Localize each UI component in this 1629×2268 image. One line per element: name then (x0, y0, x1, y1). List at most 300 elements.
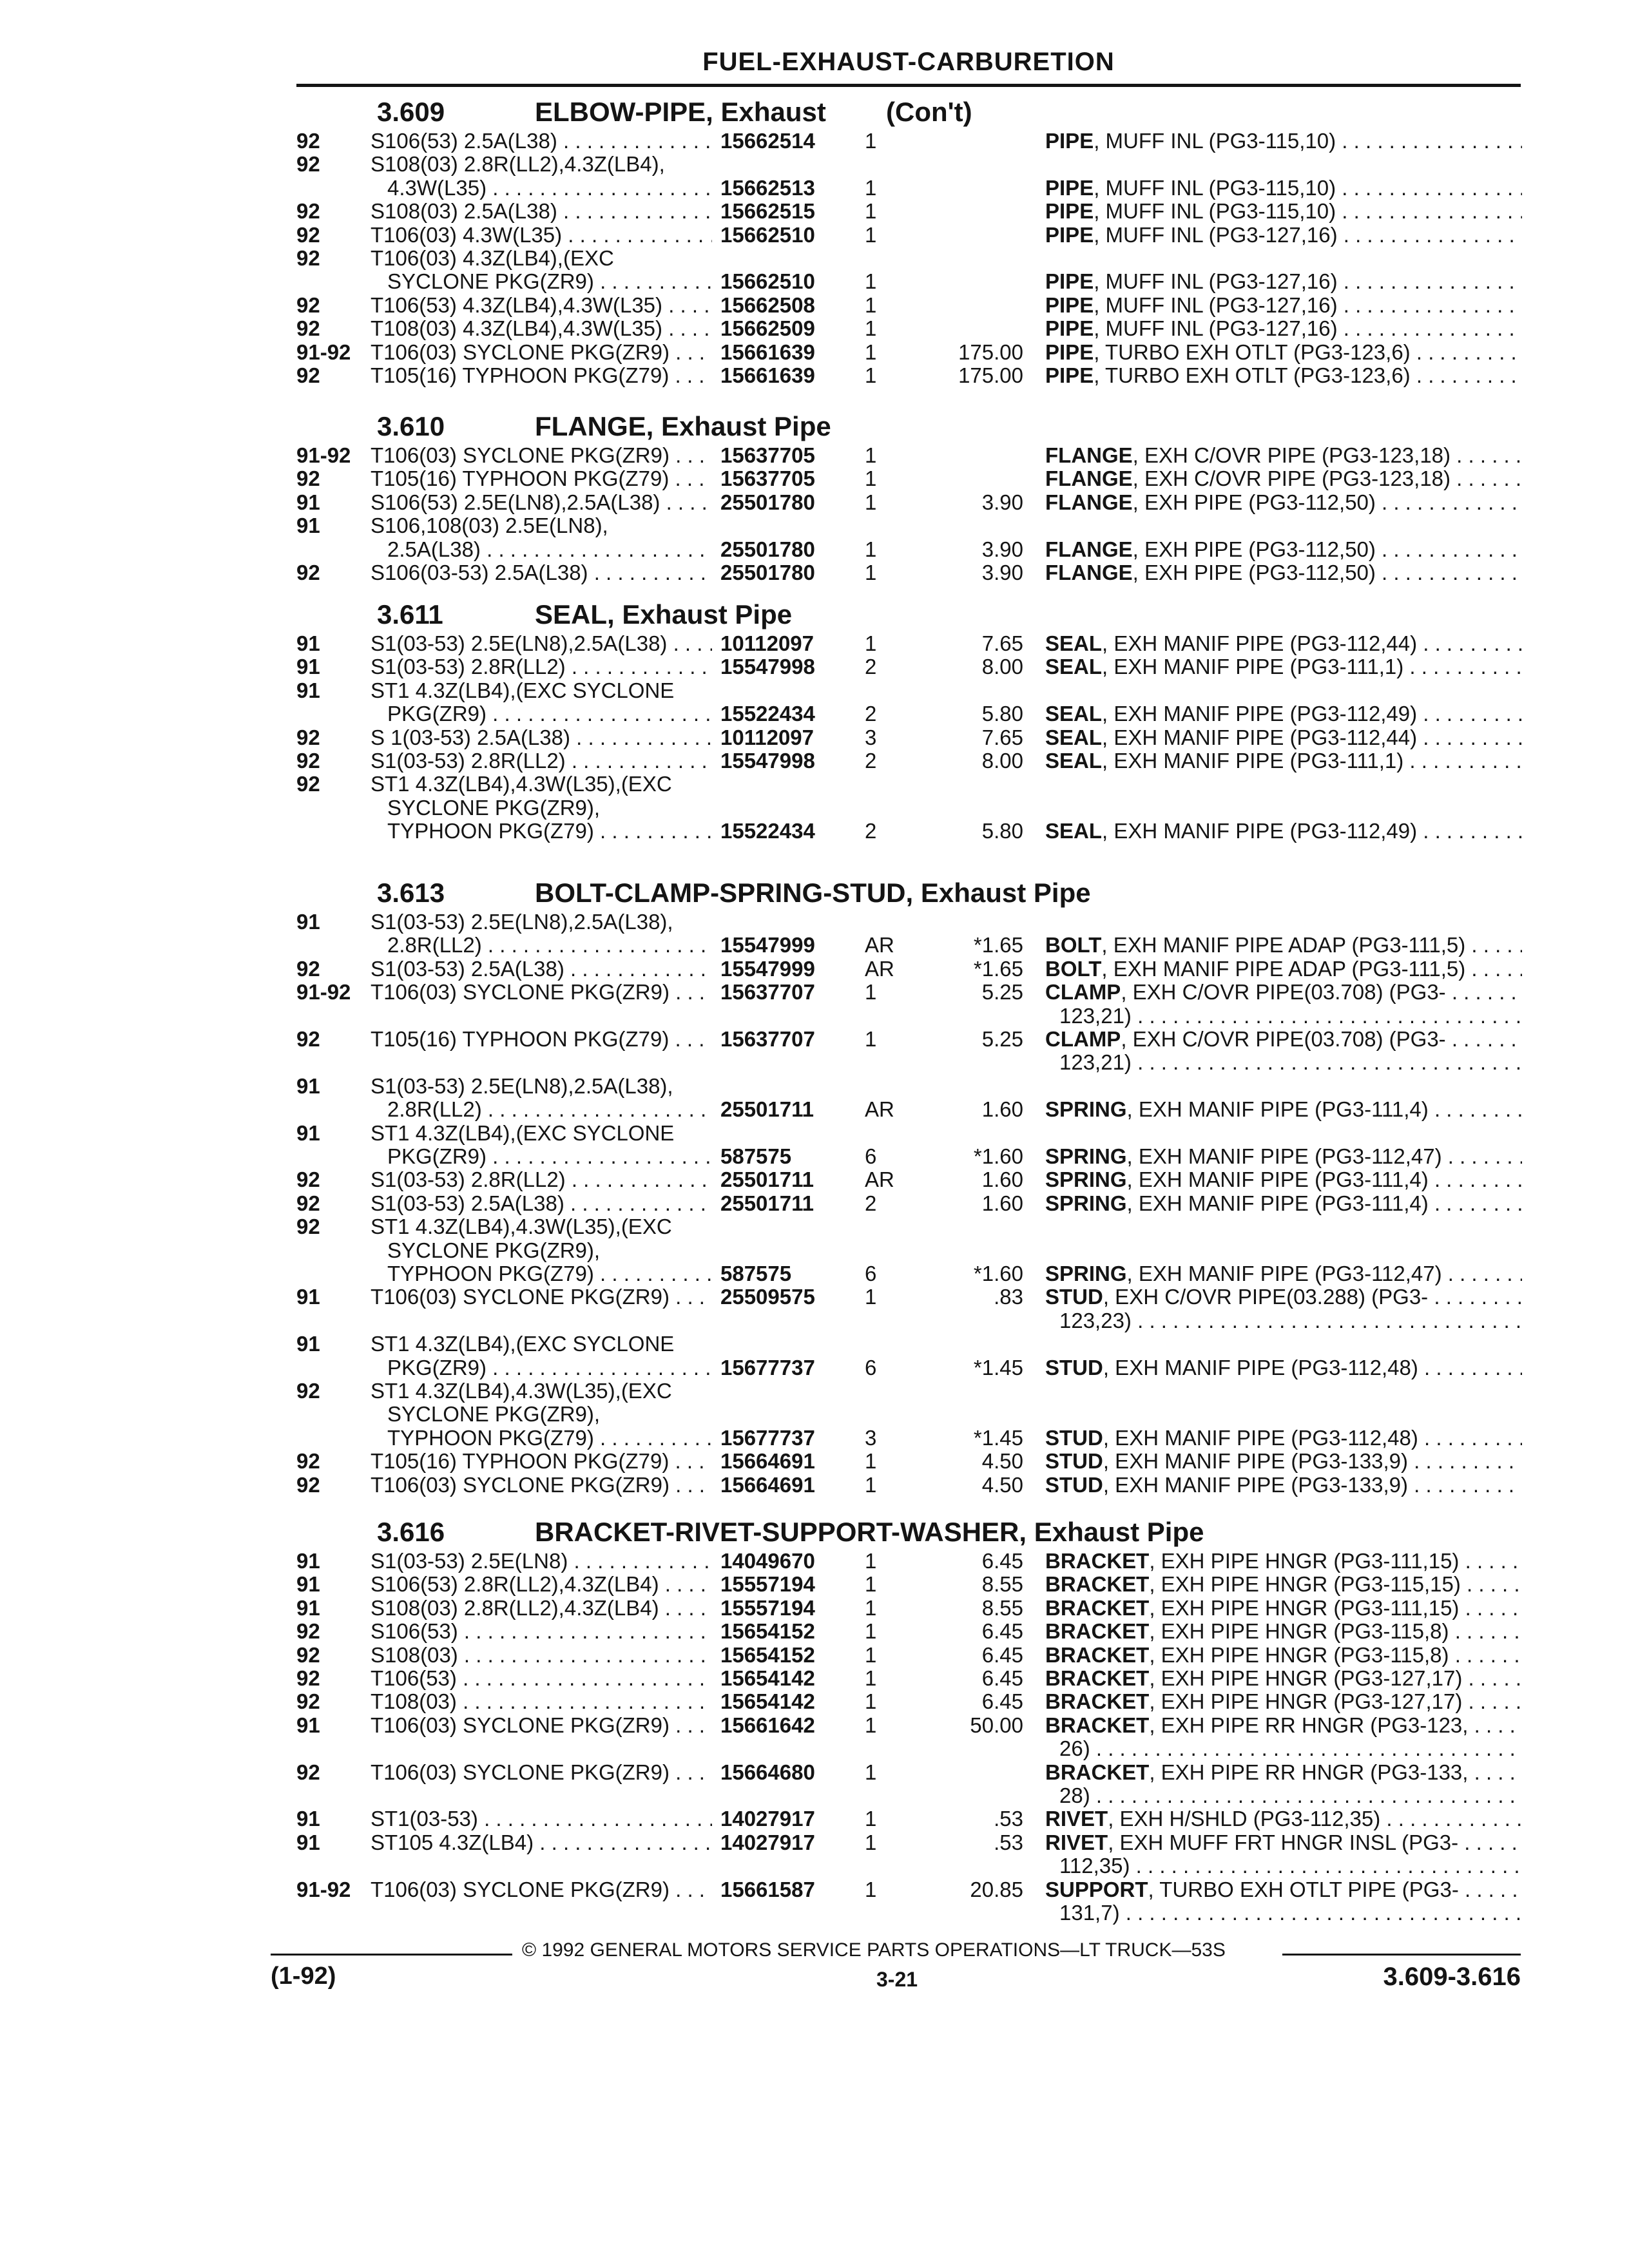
part-description: FLANGE, EXH PIPE (PG3-112,50) . . . (1045, 537, 1522, 561)
quantity: 1 (865, 1760, 877, 1784)
quantity: 2 (865, 1191, 877, 1215)
quantity: 1 (865, 1689, 877, 1714)
application: T106(03) SYCLONE PKG(ZR9) . . . (371, 980, 712, 1004)
model-year: 92 (296, 1666, 320, 1690)
application (371, 1238, 712, 1262)
parts-row (0, 772, 1629, 796)
model-year: 91 (296, 490, 320, 514)
application (371, 1097, 712, 1121)
description-text: 123,23) (1059, 1308, 1132, 1332)
part-description: SPRING, EXH MANIF PIPE (PG3-111,4) . . . (1045, 1097, 1522, 1121)
parts-row (0, 631, 1629, 655)
application: ST1(03-53) . . . (371, 1807, 712, 1831)
application: T106(03) 4.3Z(LB4),(EXC (371, 246, 614, 270)
application: S108(03) 2.5A(L38) . . . (371, 199, 712, 223)
application: S108(03) 2.8R(LL2),4.3Z(LB4), (371, 152, 665, 177)
part-name: BRACKET (1045, 1760, 1150, 1784)
parts-row (0, 1238, 1629, 1262)
parts-row (0, 1121, 1629, 1145)
part-description: STUD, EXH MANIF PIPE (PG3-133,9) . . . (1045, 1449, 1522, 1473)
application: T108(03) . . . (371, 1689, 712, 1713)
part-description: BOLT, EXH MANIF PIPE ADAP (PG3-111,5) . . . (1045, 957, 1522, 981)
application: T106(03) 4.3W(L35) . . . (371, 223, 712, 247)
quantity: 1 (865, 129, 877, 153)
footer-date: (1-92) (271, 1963, 336, 1990)
parts-row (0, 1643, 1629, 1667)
list-price: 8.55 (981, 1595, 1023, 1620)
application: T106(03) SYCLONE PKG(ZR9) . . . (371, 443, 712, 467)
model-year: 92 (296, 199, 320, 224)
application (371, 1356, 712, 1379)
parts-row (0, 176, 1629, 200)
quantity: 1 (865, 1027, 877, 1051)
part-description: BRACKET, EXH PIPE HNGR (PG3-115,15) . . . (1045, 1572, 1522, 1596)
model-year: 92 (296, 725, 320, 749)
parts-row (0, 1713, 1629, 1737)
section-name: BOLT-CLAMP-SPRING-STUD, Exhaust Pipe (535, 878, 1091, 908)
part-description: BRACKET, EXH PIPE HNGR (PG3-111,15) . . . (1045, 1549, 1522, 1573)
list-price: 20.85 (970, 1877, 1023, 1901)
list-price: *1.60 (973, 1144, 1023, 1168)
quantity: 1 (865, 980, 877, 1004)
application-text: SYCLONE PKG(ZR9), (387, 1402, 601, 1427)
parts-row (0, 1854, 1629, 1878)
model-year: 91-92 (296, 980, 351, 1004)
parts-row (0, 1285, 1629, 1309)
model-year: 92 (296, 956, 320, 981)
application-text: 4.3W(L35) (387, 175, 487, 200)
application: T106(03) SYCLONE PKG(ZR9) . . . (371, 1713, 712, 1737)
description-text: 112,35) (1059, 1854, 1130, 1878)
application (371, 702, 712, 726)
parts-row (0, 1168, 1629, 1191)
list-price: 175.00 (958, 363, 1023, 387)
parts-row (0, 1402, 1629, 1426)
part-name: BRACKET (1045, 1595, 1150, 1620)
list-price: 3.90 (981, 561, 1023, 584)
quantity: 1 (865, 1877, 877, 1901)
application (371, 537, 712, 561)
parts-row (0, 1473, 1629, 1497)
part-description: BOLT, EXH MANIF PIPE ADAP (PG3-111,5) . . . (1045, 933, 1522, 957)
application: S106(03-53) 2.5A(L38) . . . (371, 561, 712, 584)
part-name: SEAL (1045, 749, 1103, 773)
description-text: 131,7) (1059, 1901, 1120, 1925)
part-name: SEAL (1045, 702, 1103, 726)
parts-row (0, 246, 1629, 270)
application (371, 176, 712, 200)
model-year: 91 (296, 1549, 320, 1573)
part-number: 15662513 (720, 175, 815, 200)
part-description: PIPE, MUFF INL (PG3-127,16) . . . (1045, 316, 1522, 340)
part-number: 15662510 (720, 269, 815, 294)
part-number: 15522434 (720, 819, 815, 843)
model-year: 92 (296, 316, 320, 341)
footer-rule-left (271, 1954, 512, 1956)
application (371, 1426, 712, 1450)
part-description: SEAL, EXH MANIF PIPE (PG3-112,49) . . . (1045, 702, 1522, 726)
part-number: 25501780 (720, 537, 815, 561)
model-year: 91 (296, 1285, 320, 1309)
list-price: 8.00 (981, 749, 1023, 773)
part-name: STUD (1045, 1449, 1103, 1474)
application: S106(53) 2.5A(L38) . . . (371, 129, 712, 153)
part-name: STUD (1045, 1285, 1103, 1309)
model-year: 92 (296, 1472, 320, 1497)
model-year: 91-92 (296, 340, 351, 364)
model-year: 92 (296, 1168, 320, 1192)
list-price: 50.00 (970, 1713, 1023, 1737)
application: S1(03-53) 2.5A(L38) . . . (371, 1191, 712, 1215)
model-year: 91 (296, 1120, 320, 1145)
parts-row (0, 443, 1629, 467)
part-number: 15547998 (720, 749, 815, 773)
part-name: CLAMP (1045, 980, 1121, 1004)
part-description: PIPE, MUFF INL (PG3-127,16) . . . (1045, 269, 1522, 293)
part-description: SUPPORT, TURBO EXH OTLT PIPE (PG3- . . . (1045, 1878, 1522, 1901)
application: S 1(03-53) 2.5A(L38) . . . (371, 726, 712, 749)
parts-row (0, 1426, 1629, 1450)
parts-row (0, 466, 1629, 490)
quantity: 1 (865, 537, 877, 561)
part-name: STUD (1045, 1472, 1103, 1497)
part-number: 10112097 (720, 725, 815, 749)
part-name: SPRING (1045, 1144, 1127, 1168)
part-description: PIPE, MUFF INL (PG3-127,16) . . . (1045, 293, 1522, 317)
parts-row (0, 819, 1629, 843)
part-number: 15661587 (720, 1877, 815, 1901)
list-price: 6.45 (981, 1549, 1023, 1573)
part-name: SUPPORT (1045, 1877, 1148, 1901)
quantity: 1 (865, 1713, 877, 1737)
part-number: 15662509 (720, 316, 815, 341)
application (371, 796, 712, 820)
application-text: PKG(ZR9) (387, 1355, 487, 1379)
list-price: .53 (994, 1830, 1023, 1854)
parts-row (0, 223, 1629, 247)
part-name: RIVET (1045, 1807, 1108, 1831)
quantity: 1 (865, 175, 877, 200)
part-description (1045, 1004, 1522, 1028)
application: S106(53) 2.5E(LN8),2.5A(L38) . . . (371, 490, 712, 514)
section-name: ELBOW-PIPE, Exhaust (535, 97, 826, 127)
list-price: .53 (994, 1807, 1023, 1831)
list-price: 5.80 (981, 702, 1023, 726)
part-number: 15661639 (720, 340, 815, 364)
parts-row (0, 1689, 1629, 1713)
part-name: BOLT (1045, 956, 1102, 981)
parts-row (0, 1379, 1629, 1403)
list-price: *1.65 (973, 956, 1023, 981)
quantity: 1 (865, 222, 877, 247)
quantity: 6 (865, 1262, 877, 1285)
model-year: 92 (296, 1619, 320, 1644)
part-description: BRACKET, EXH PIPE HNGR (PG3-115,8) . . . (1045, 1643, 1522, 1667)
parts-row (0, 293, 1629, 317)
parts-row (0, 910, 1629, 934)
quantity: 2 (865, 702, 877, 726)
part-number: 15662514 (720, 129, 815, 153)
list-price: 6.45 (981, 1689, 1023, 1714)
part-number: 15664691 (720, 1472, 815, 1497)
model-year: 91 (296, 1572, 320, 1597)
parts-row (0, 1901, 1629, 1925)
application (371, 1262, 712, 1285)
section-name: FLANGE, Exhaust Pipe (535, 411, 831, 441)
part-name: SEAL (1045, 631, 1103, 655)
model-year: 92 (296, 466, 320, 491)
parts-row (0, 655, 1629, 678)
description-text: 26) (1059, 1736, 1090, 1761)
parts-row (0, 1356, 1629, 1379)
model-year: 91-92 (296, 443, 351, 467)
part-name: PIPE (1045, 340, 1094, 364)
application (371, 819, 712, 843)
parts-row (0, 340, 1629, 364)
quantity: 1 (865, 1285, 877, 1309)
part-description: SEAL, EXH MANIF PIPE (PG3-111,1) . . . (1045, 655, 1522, 678)
quantity: 1 (865, 1642, 877, 1667)
part-description: SEAL, EXH MANIF PIPE (PG3-112,44) . . . (1045, 631, 1522, 655)
part-name: BRACKET (1045, 1642, 1150, 1667)
application: S1(03-53) 2.8R(LL2) . . . (371, 1168, 712, 1191)
list-price: .83 (994, 1285, 1023, 1309)
list-price: 8.55 (981, 1572, 1023, 1597)
quantity: 6 (865, 1355, 877, 1379)
part-number: 15654152 (720, 1619, 815, 1644)
application: T106(03) SYCLONE PKG(ZR9) . . . (371, 1878, 712, 1901)
application: T105(16) TYPHOON PKG(Z79) . . . (371, 1449, 712, 1473)
part-number: 15637707 (720, 1027, 815, 1051)
application: T106(03) SYCLONE PKG(ZR9) . . . (371, 1760, 712, 1784)
application: ST1 4.3Z(LB4),(EXC SYCLONE (371, 1332, 675, 1356)
part-name: SEAL (1045, 655, 1103, 679)
quantity: 1 (865, 443, 877, 467)
quantity: AR (865, 1168, 894, 1192)
part-name: BOLT (1045, 933, 1102, 957)
quantity: 1 (865, 293, 877, 317)
parts-row (0, 957, 1629, 981)
part-number: 15662508 (720, 293, 815, 317)
quantity: 1 (865, 1830, 877, 1854)
parts-row (0, 561, 1629, 584)
parts-row (0, 1572, 1629, 1596)
parts-row (0, 1074, 1629, 1098)
parts-row (0, 1215, 1629, 1238)
list-price: 3.90 (981, 537, 1023, 561)
application-text: TYPHOON PKG(Z79) (387, 1262, 594, 1285)
parts-row (0, 1619, 1629, 1643)
part-number: 15677737 (720, 1355, 815, 1379)
part-name: SPRING (1045, 1168, 1127, 1192)
part-description: SEAL, EXH MANIF PIPE (PG3-111,1) . . . (1045, 749, 1522, 773)
section-number: 3.609 (377, 97, 445, 127)
parts-row (0, 702, 1629, 726)
footer-rule-right (1282, 1954, 1521, 1956)
application: S1(03-53) 2.5E(LN8) . . . (371, 1549, 712, 1573)
part-description (1045, 1309, 1522, 1332)
application-text: 2.8R(LL2) (387, 1097, 482, 1122)
quantity: 2 (865, 819, 877, 843)
application: T106(03) SYCLONE PKG(ZR9) . . . (371, 340, 712, 364)
list-price: 7.65 (981, 725, 1023, 749)
part-description: BRACKET, EXH PIPE HNGR (PG3-127,17) . . . (1045, 1689, 1522, 1713)
list-price: 5.25 (981, 1027, 1023, 1051)
application (371, 1402, 712, 1426)
part-name: PIPE (1045, 175, 1094, 200)
application (371, 1144, 712, 1168)
part-name: PIPE (1045, 363, 1094, 387)
part-number: 10112097 (720, 631, 815, 655)
model-year: 92 (296, 129, 320, 153)
application-text: PKG(ZR9) (387, 1144, 487, 1168)
model-year: 92 (296, 222, 320, 247)
part-name: FLANGE (1045, 561, 1133, 584)
part-number: 15654152 (720, 1642, 815, 1667)
parts-row (0, 1050, 1629, 1074)
list-price: 6.45 (981, 1666, 1023, 1690)
part-name: BRACKET (1045, 1572, 1150, 1597)
part-description: PIPE, MUFF INL (PG3-115,10) . . . (1045, 199, 1522, 223)
list-price: 175.00 (958, 340, 1023, 364)
parts-row (0, 269, 1629, 293)
part-description: STUD, EXH MANIF PIPE (PG3-112,48) . . . (1045, 1426, 1522, 1450)
parts-row (0, 1760, 1629, 1784)
application: S1(03-53) 2.5A(L38) . . . (371, 957, 712, 981)
model-year: 92 (296, 1215, 320, 1239)
part-description: BRACKET, EXH PIPE HNGR (PG3-115,8) . . . (1045, 1619, 1522, 1643)
part-number: 25509575 (720, 1285, 815, 1309)
quantity: 1 (865, 631, 877, 655)
list-price: 5.25 (981, 980, 1023, 1004)
model-year: 92 (296, 293, 320, 317)
quantity: 1 (865, 1472, 877, 1497)
application: T105(16) TYPHOON PKG(Z79) . . . (371, 1027, 712, 1051)
footer-page-number: 3-21 (876, 1968, 918, 1991)
part-name: SPRING (1045, 1262, 1127, 1285)
part-description (1045, 1854, 1522, 1878)
application: S108(03) . . . (371, 1643, 712, 1667)
part-number: 15664691 (720, 1449, 815, 1474)
quantity: 1 (865, 1666, 877, 1690)
part-number: 15654142 (720, 1689, 815, 1714)
application: ST1 4.3Z(LB4),(EXC SYCLONE (371, 678, 675, 702)
part-name: PIPE (1045, 129, 1094, 153)
parts-row (0, 514, 1629, 537)
part-number: 25501711 (720, 1191, 815, 1215)
quantity: 1 (865, 466, 877, 491)
part-name: FLANGE (1045, 490, 1133, 514)
part-number: 25501711 (720, 1168, 815, 1192)
parts-row (0, 933, 1629, 957)
part-number: 15637707 (720, 980, 815, 1004)
section-number: 3.610 (377, 411, 445, 441)
parts-row (0, 1807, 1629, 1831)
section-name: SEAL, Exhaust Pipe (535, 599, 793, 629)
application (371, 933, 712, 957)
footer-copyright: © 1992 GENERAL MOTORS SERVICE PARTS OPERATIONS—LT TRUCK—53S (522, 1939, 1226, 1961)
model-year: 92 (296, 1760, 320, 1784)
model-year: 91 (296, 631, 320, 655)
parts-row (0, 1783, 1629, 1807)
part-description: PIPE, MUFF INL (PG3-115,10) . . . (1045, 129, 1522, 153)
part-name: BRACKET (1045, 1666, 1150, 1690)
model-year: 92 (296, 1379, 320, 1403)
part-name: FLANGE (1045, 443, 1133, 467)
part-name: SEAL (1045, 819, 1103, 843)
quantity: 1 (865, 199, 877, 224)
application-text: TYPHOON PKG(Z79) (387, 1425, 594, 1450)
part-description: FLANGE, EXH C/OVR PIPE (PG3-123,18) . . . (1045, 443, 1522, 467)
application: S1(03-53) 2.5E(LN8),2.5A(L38) . . . (371, 631, 712, 655)
part-name: CLAMP (1045, 1027, 1121, 1051)
model-year: 91 (296, 1807, 320, 1831)
application-text: TYPHOON PKG(Z79) (387, 819, 594, 843)
list-price: *1.45 (973, 1355, 1023, 1379)
part-number: 15677737 (720, 1425, 815, 1450)
application: S106(53) . . . (371, 1619, 712, 1643)
part-number: 14027917 (720, 1830, 815, 1854)
part-name: FLANGE (1045, 537, 1133, 561)
model-year: 91 (296, 655, 320, 679)
parts-row (0, 363, 1629, 387)
quantity: 1 (865, 269, 877, 294)
part-description: SEAL, EXH MANIF PIPE (PG3-112,44) . . . (1045, 726, 1522, 749)
parts-row (0, 1144, 1629, 1168)
part-name: PIPE (1045, 222, 1094, 247)
part-description: STUD, EXH MANIF PIPE (PG3-112,48) . . . (1045, 1356, 1522, 1379)
part-description: SPRING, EXH MANIF PIPE (PG3-112,47) . . . (1045, 1262, 1522, 1285)
part-description: FLANGE, EXH C/OVR PIPE (PG3-123,18) . . . (1045, 466, 1522, 490)
part-number: 15661642 (720, 1713, 815, 1737)
parts-row (0, 678, 1629, 702)
application: T108(03) 4.3Z(LB4),4.3W(L35) . . . (371, 316, 712, 340)
part-number: 15654142 (720, 1666, 815, 1690)
description-text: 123,21) (1059, 1003, 1132, 1028)
parts-row (0, 1097, 1629, 1121)
parts-row (0, 1736, 1629, 1760)
application: S108(03) 2.8R(LL2),4.3Z(LB4) . . . (371, 1596, 712, 1620)
description-text: 123,21) (1059, 1050, 1132, 1075)
list-price: *1.65 (973, 933, 1023, 957)
list-price: 4.50 (981, 1449, 1023, 1474)
part-description: CLAMP, EXH C/OVR PIPE(03.708) (PG3- . . . (1045, 980, 1522, 1004)
part-description: STUD, EXH MANIF PIPE (PG3-133,9) . . . (1045, 1473, 1522, 1497)
parts-row (0, 1596, 1629, 1620)
part-number: 14049670 (720, 1549, 815, 1573)
description-text: 28) (1059, 1783, 1090, 1807)
part-name: STUD (1045, 1355, 1103, 1379)
section-number: 3.613 (377, 878, 445, 908)
part-number: 15664680 (720, 1760, 815, 1784)
application-text: SYCLONE PKG(ZR9), (387, 1238, 601, 1262)
list-price: 3.90 (981, 490, 1023, 514)
part-description (1045, 1901, 1522, 1925)
model-year: 92 (296, 1642, 320, 1667)
part-name: PIPE (1045, 269, 1094, 294)
quantity: 1 (865, 561, 877, 584)
part-description: SEAL, EXH MANIF PIPE (PG3-112,49) . . . (1045, 819, 1522, 843)
parts-row (0, 1449, 1629, 1473)
parts-row (0, 1309, 1629, 1332)
parts-row (0, 316, 1629, 340)
part-name: PIPE (1045, 293, 1094, 317)
quantity: 1 (865, 340, 877, 364)
application-text: 2.8R(LL2) (387, 933, 482, 957)
list-price: 7.65 (981, 631, 1023, 655)
part-number: 25501780 (720, 561, 815, 584)
quantity: 1 (865, 1619, 877, 1644)
